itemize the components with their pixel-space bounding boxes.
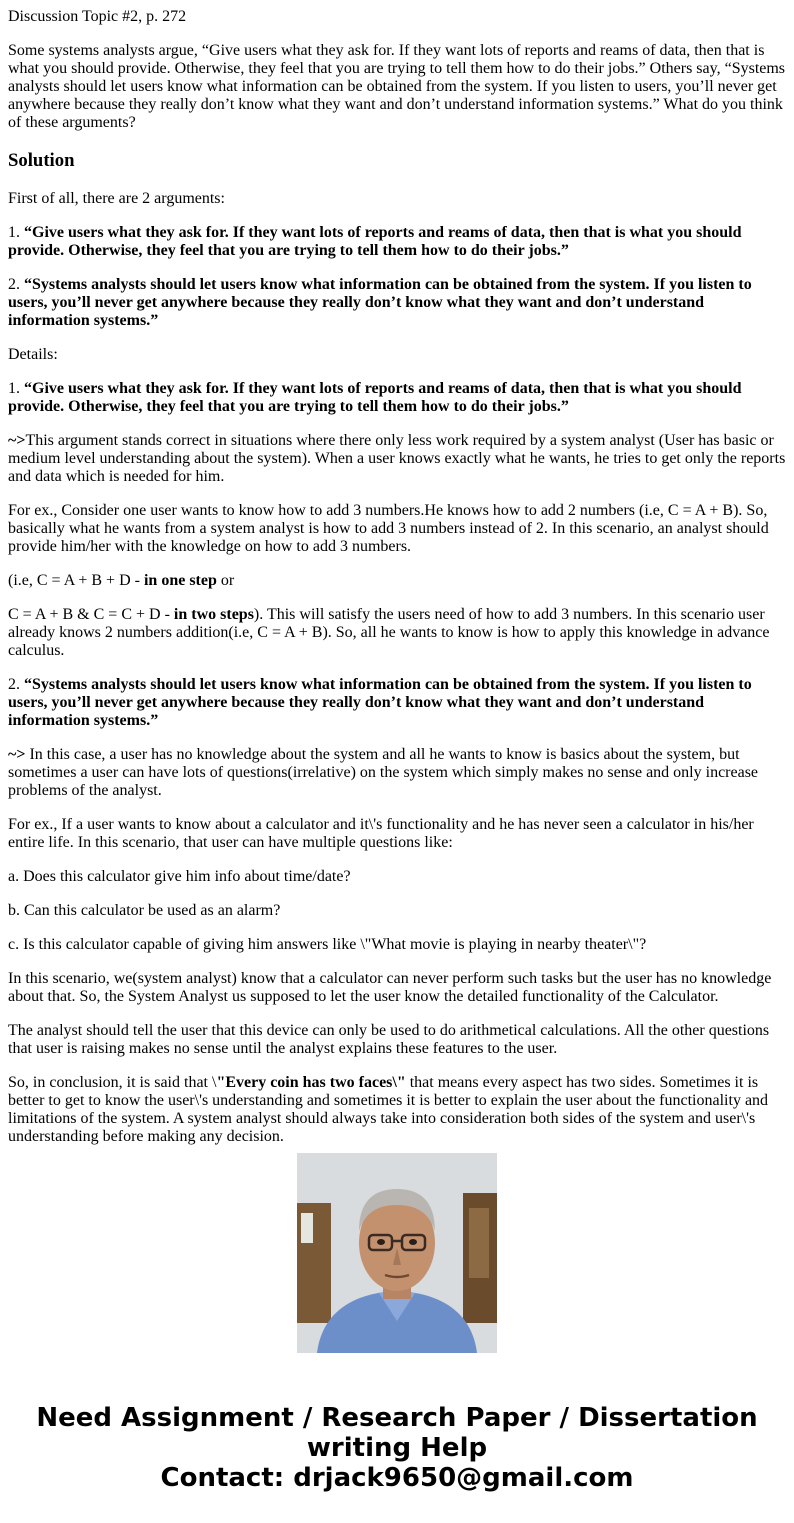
argument-1 <box>8 224 786 260</box>
detail-argument-1 <box>8 380 786 416</box>
detail-argument-1-text: “Give users what they ask for. If they want lots of reports and reams of data, then that is what you should provide. Otherwise, they feel that you are trying to tell them how to do their jobs.” <box>8 380 742 415</box>
portrait-illustration <box>297 1153 497 1353</box>
formula-1-pre: (i.e, C = A + B + D - <box>8 572 144 589</box>
detail-1-body <box>8 432 786 486</box>
detail-argument-2-text: “Systems analysts should let users know what information can be obtained from the system. If you listen to users, you’ll never get anywhere because they really don’t know what they want and don’t understand information systems.” <box>8 676 752 729</box>
formula-2-bold: in two steps <box>173 606 254 623</box>
formula-2-post: ). This will satisfy the users need of how to add 3 numbers. In this scenario user already knows 2 numbers addition(i.e, C = A + B). So, all he wants to know is how to apply this knowledge in advance calculus. <box>8 606 770 659</box>
conclusion-text <box>8 1074 786 1146</box>
footer-line-1: Need Assignment / Research Paper / Dissertation <box>36 1403 758 1433</box>
topic-line: Discussion Topic #2, p. 272 <box>8 8 187 25</box>
author-photo <box>297 1153 497 1353</box>
promo-footer <box>0 1403 794 1493</box>
intro-text: First of all, there are 2 arguments: <box>8 190 225 207</box>
argument-2-text: “Systems analysts should let users know what information can be obtained from the system. If you listen to users, you’ll never get anywhere because they really don’t know what they want and don’t understand information systems.” <box>8 276 752 329</box>
footer-contact: Contact: drjack9650@gmail.com <box>160 1463 634 1493</box>
arrow-marker-2: ~> <box>8 746 26 763</box>
formula-1 <box>8 572 786 590</box>
formula-1-post: or <box>216 572 235 589</box>
formula-1-bold: in one step <box>143 572 217 589</box>
question-text: Some systems analysts argue, “Give users what they ask for. If they want lots of reports and reams of data, then that is what you should provide. Otherwise, they feel that you are trying to tell them how to do their jobs.” Others say, “Systems analysts should let users know what information can be obtained from the system. If you listen to users, you’ll never get anywhere because they really don’t know what they want and don’t understand information systems.” What do you think of these arguments? <box>8 42 786 131</box>
details-label: Details: <box>8 346 58 363</box>
detail-2-body <box>8 746 786 800</box>
formula-2 <box>8 606 786 660</box>
analyst-text: The analyst should tell the user that this device can only be used to do arithmetical calculations. All the other questions that user is raising makes no sense until the analyst explains these features to the user. <box>8 1022 770 1057</box>
question-c: c. Is this calculator capable of giving him answers like \"What movie is playing in nearby theater\"? <box>8 936 647 953</box>
detail-argument-1-number: 1. <box>8 380 24 397</box>
formula-2-pre: C = A + B & C = C + D - <box>8 606 174 623</box>
argument-2 <box>8 276 786 330</box>
argument-1-text: “Give users what they ask for. If they want lots of reports and reams of data, then that is what you should provide. Otherwise, they feel that you are trying to tell them how to do their jobs.” <box>8 224 742 259</box>
detail-1-text: This argument stands correct in situations where there only less work required by a system analyst (User has basic or medium level understanding about the system). When a user knows exactly what he wants, he tries to get only the reports and data which is needed for him. <box>8 432 786 485</box>
example-2: For ex., If a user wants to know about a calculator and it\'s functionality and he has never seen a calculator in his/her entire life. In this scenario, that user can have multiple questions like: <box>8 816 754 851</box>
detail-2-text: In this case, a user has no knowledge about the system and all he wants to know is basics about the system, but sometimes a user can have lots of questions(irrelative) on the system which simply makes no sense and only increase problems of the analyst. <box>8 746 759 799</box>
argument-1-number: 1. <box>8 224 24 241</box>
solution-heading: Solution <box>8 150 75 171</box>
footer-line-2: writing Help <box>306 1433 488 1463</box>
question-a: a. Does this calculator give him info about time/date? <box>8 868 351 885</box>
conclusion-post: that means every aspect has two sides. Sometimes it is better to get to know the user\'s understanding and sometimes it is better to explain the user about the functionality and limitations of the system. A system analyst should always take into consideration both sides of the system and user\'s understanding before making any decision. <box>8 1074 769 1145</box>
argument-2-number: 2. <box>8 276 24 293</box>
article-content <box>8 0 786 1145</box>
arrow-marker: ~> <box>8 432 26 449</box>
detail-argument-2-number: 2. <box>8 676 24 693</box>
conclusion-pre: So, in conclusion, it is said that \ <box>8 1074 217 1091</box>
conclusion-bold: "Every coin has two faces\" <box>216 1074 406 1091</box>
detail-argument-2 <box>8 676 786 730</box>
example-1: For ex., Consider one user wants to know how to add 3 numbers.He knows how to add 2 numbers (i.e, C = A + B). So, basically what he wants from a system analyst is how to add 3 numbers instead of 2. In this scenario, an analyst should provide him/her with the knowledge on how to add 3 numbers. <box>8 502 769 555</box>
scenario-text: In this scenario, we(system analyst) know that a calculator can never perform such tasks but the user has no knowledge about that. So, the System Analyst us supposed to let the user know the detailed functionality of the Calculator. <box>8 970 772 1005</box>
question-b: b. Can this calculator be used as an alarm? <box>8 902 281 919</box>
